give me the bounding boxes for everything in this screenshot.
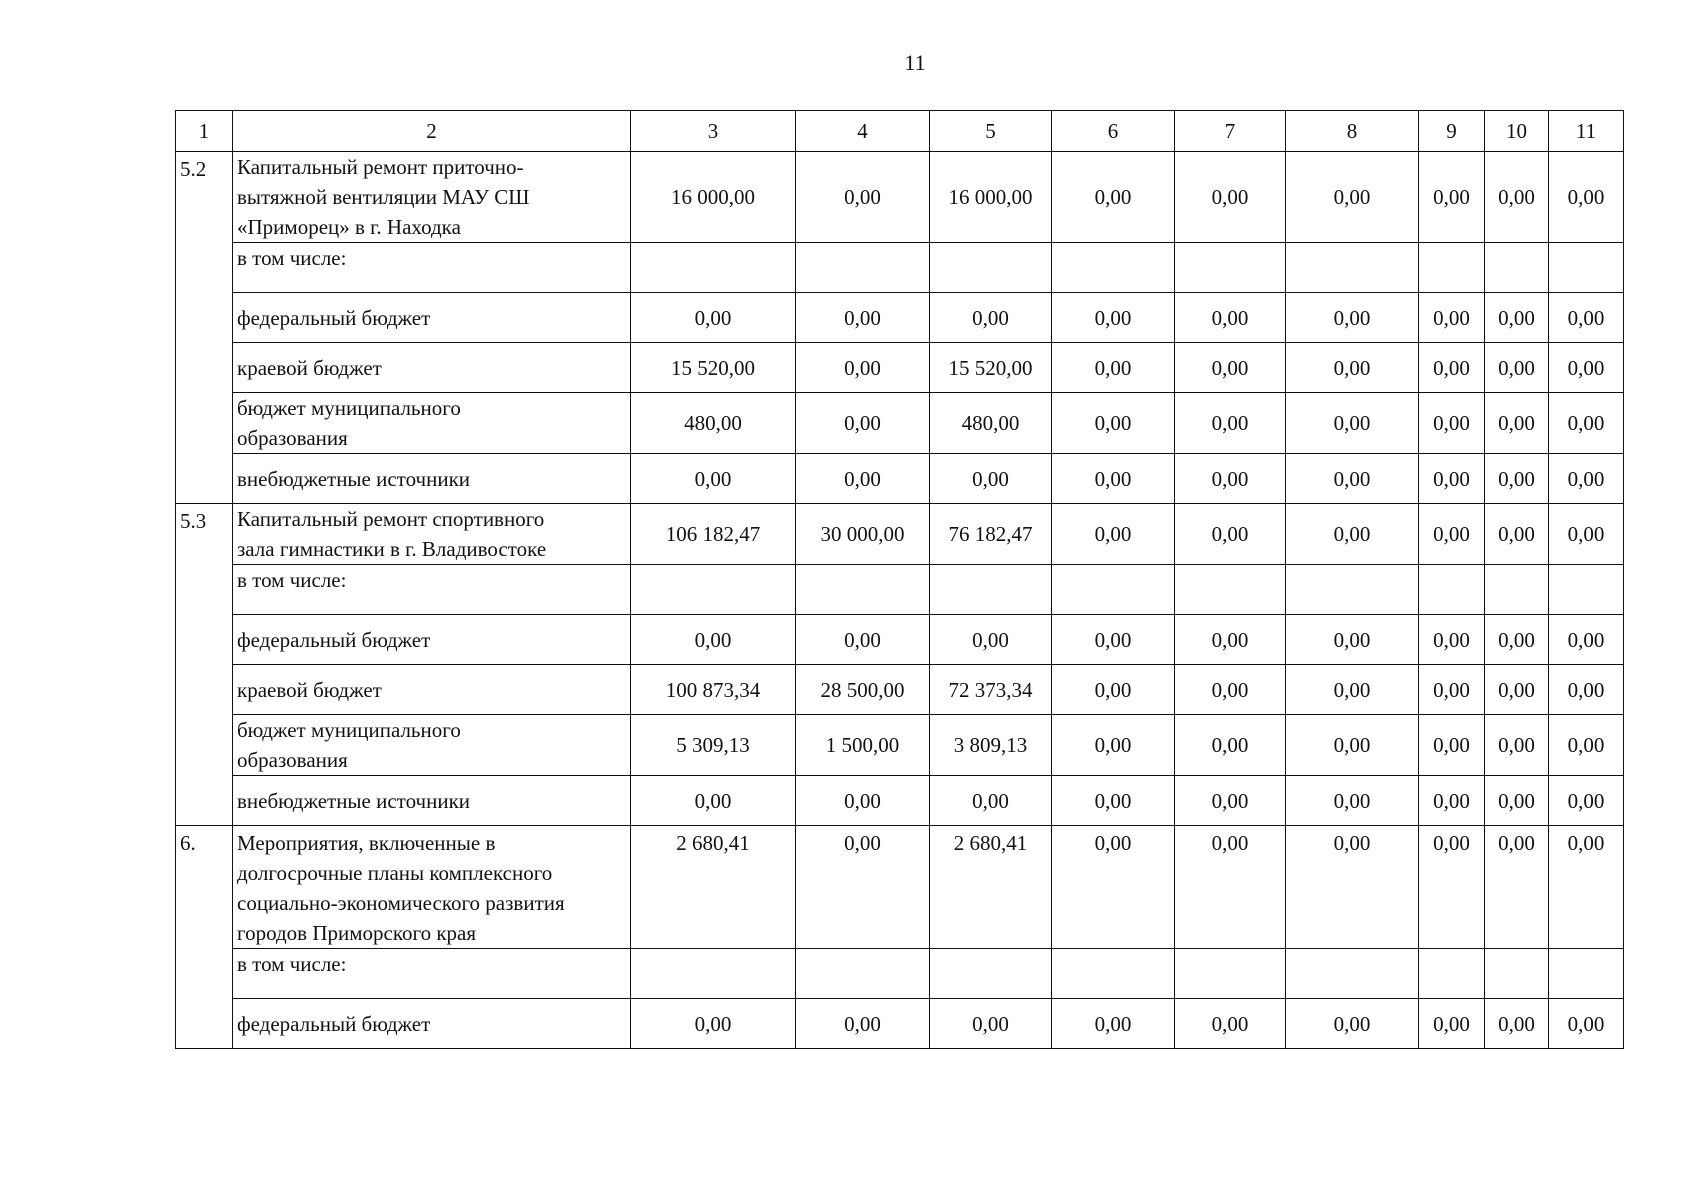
value-cell: 0,00 [1419, 999, 1485, 1049]
cell-line: долгосрочные планы комплексного [237, 861, 553, 885]
value-cell: 0,00 [1175, 826, 1286, 949]
value-cell: 0,00 [1419, 826, 1485, 949]
value-cell: 0,00 [1419, 665, 1485, 715]
value-cell: 0,00 [1485, 665, 1549, 715]
budget-row [176, 615, 1624, 665]
value-cell: 0,00 [1286, 504, 1419, 565]
value-cell: 3 809,13 [930, 715, 1052, 776]
value-cell: 2 680,41 [930, 826, 1052, 949]
value-cell: 0,00 [930, 615, 1052, 665]
cell-line: зала гимнастики в г. Владивостоке [237, 537, 547, 561]
budget-label [233, 343, 631, 393]
section-title-row [176, 152, 1624, 243]
value-cell: 0,00 [1419, 454, 1485, 504]
cell-line: образования [237, 426, 348, 450]
value-cell: 0,00 [1175, 504, 1286, 565]
value-cell: 0,00 [1485, 152, 1549, 243]
cell-line: вытяжной вентиляции МАУ СШ [237, 185, 530, 209]
empty-cell [1175, 949, 1286, 999]
budget-label [233, 293, 631, 343]
value-cell: 0,00 [1485, 999, 1549, 1049]
value-cell: 16 000,00 [930, 152, 1052, 243]
value-cell: 0,00 [1286, 999, 1419, 1049]
empty-cell [930, 565, 1052, 615]
cell-line: Мероприятия, включенные в [237, 831, 496, 855]
section-title [233, 504, 631, 565]
value-cell: 0,00 [1549, 776, 1624, 826]
empty-cell [1052, 949, 1175, 999]
value-cell: 0,00 [1419, 776, 1485, 826]
section-title-row [176, 826, 1624, 949]
budget-row [176, 293, 1624, 343]
empty-cell [1549, 243, 1624, 293]
value-cell: 0,00 [930, 293, 1052, 343]
value-cell: 0,00 [1286, 776, 1419, 826]
value-cell: 106 182,47 [631, 504, 796, 565]
empty-cell [796, 243, 930, 293]
value-cell: 0,00 [1419, 615, 1485, 665]
value-cell: 0,00 [796, 293, 930, 343]
cell-line: Капитальный ремонт спортивного [237, 507, 545, 531]
value-cell: 0,00 [1175, 152, 1286, 243]
value-cell: 0,00 [1419, 152, 1485, 243]
value-cell: 28 500,00 [796, 665, 930, 715]
value-cell: 0,00 [1175, 343, 1286, 393]
value-cell: 0,00 [1549, 715, 1624, 776]
cell-line: внебюджетные источники [237, 788, 471, 813]
empty-cell [1549, 565, 1624, 615]
budget-label [233, 665, 631, 715]
empty-cell [930, 243, 1052, 293]
value-cell: 0,00 [631, 293, 796, 343]
budget-label [233, 615, 631, 665]
value-cell: 0,00 [796, 999, 930, 1049]
value-cell: 15 520,00 [631, 343, 796, 393]
cell-line: федеральный бюджет [237, 305, 431, 330]
value-cell: 15 520,00 [930, 343, 1052, 393]
value-cell: 30 000,00 [796, 504, 930, 565]
value-cell: 0,00 [1052, 393, 1175, 454]
header-cell: 3 [631, 111, 796, 152]
empty-cell [1052, 243, 1175, 293]
empty-cell [1419, 243, 1485, 293]
value-cell: 0,00 [1286, 393, 1419, 454]
budget-row [176, 454, 1624, 504]
value-cell: 72 373,34 [930, 665, 1052, 715]
cell-line: бюджет муниципального [237, 718, 461, 742]
cell-line: городов Приморского края [237, 921, 477, 945]
value-cell: 0,00 [1549, 343, 1624, 393]
value-cell: 0,00 [1175, 999, 1286, 1049]
header-cell: 10 [1485, 111, 1549, 152]
value-cell: 0,00 [1052, 454, 1175, 504]
value-cell: 0,00 [1549, 293, 1624, 343]
value-cell: 0,00 [1052, 615, 1175, 665]
cell-line: федеральный бюджет [237, 1011, 431, 1036]
section-index: 5.2 [176, 152, 233, 504]
value-cell: 0,00 [1286, 343, 1419, 393]
empty-cell [1052, 565, 1175, 615]
header-cell: 7 [1175, 111, 1286, 152]
value-cell: 0,00 [930, 776, 1052, 826]
value-cell: 0,00 [796, 776, 930, 826]
value-cell: 1 500,00 [796, 715, 930, 776]
cell-line: внебюджетные источники [237, 466, 471, 491]
section-title [233, 826, 631, 949]
value-cell: 0,00 [1052, 152, 1175, 243]
cell-line: краевой бюджет [237, 677, 382, 702]
budget-label [233, 776, 631, 826]
value-cell: 0,00 [796, 152, 930, 243]
value-cell: 2 680,41 [631, 826, 796, 949]
empty-cell [1175, 243, 1286, 293]
value-cell: 0,00 [1485, 776, 1549, 826]
value-cell: 0,00 [796, 343, 930, 393]
value-cell: 0,00 [1419, 715, 1485, 776]
value-cell: 0,00 [1175, 615, 1286, 665]
value-cell: 0,00 [1286, 615, 1419, 665]
value-cell: 0,00 [796, 454, 930, 504]
value-cell: 0,00 [1549, 615, 1624, 665]
empty-cell [1419, 565, 1485, 615]
section-index: 6. [176, 826, 233, 1049]
value-cell: 0,00 [1052, 715, 1175, 776]
including-label: в том числе: [233, 243, 631, 293]
value-cell: 0,00 [930, 999, 1052, 1049]
value-cell: 0,00 [1485, 826, 1549, 949]
value-cell: 5 309,13 [631, 715, 796, 776]
cell-line: социально-экономического развития [237, 891, 565, 915]
cell-line: краевой бюджет [237, 355, 382, 380]
empty-cell [930, 949, 1052, 999]
empty-cell [1485, 243, 1549, 293]
empty-cell [796, 949, 930, 999]
value-cell: 0,00 [1286, 715, 1419, 776]
cell-line: бюджет муниципального [237, 396, 461, 420]
value-cell: 0,00 [1052, 293, 1175, 343]
header-cell: 8 [1286, 111, 1419, 152]
value-cell: 16 000,00 [631, 152, 796, 243]
header-cell: 6 [1052, 111, 1175, 152]
header-cell: 4 [796, 111, 930, 152]
value-cell: 0,00 [796, 826, 930, 949]
value-cell: 0,00 [1549, 152, 1624, 243]
header-row [176, 111, 1624, 152]
cell-line: образования [237, 748, 348, 772]
value-cell: 0,00 [631, 999, 796, 1049]
empty-cell [1286, 243, 1419, 293]
empty-cell [1286, 565, 1419, 615]
including-row [176, 949, 1624, 999]
budget-row [176, 665, 1624, 715]
cell-line: Капитальный ремонт приточно- [237, 155, 524, 179]
value-cell: 0,00 [1175, 393, 1286, 454]
budget-table [175, 110, 1624, 1049]
cell-line: федеральный бюджет [237, 627, 431, 652]
including-label: в том числе: [233, 949, 631, 999]
empty-cell [631, 243, 796, 293]
value-cell: 0,00 [1549, 504, 1624, 565]
budget-row [176, 999, 1624, 1049]
value-cell: 0,00 [1175, 665, 1286, 715]
header-cell: 1 [176, 111, 233, 152]
section-title [233, 152, 631, 243]
value-cell: 0,00 [1549, 999, 1624, 1049]
section-index: 5.3 [176, 504, 233, 826]
value-cell: 0,00 [796, 393, 930, 454]
value-cell: 76 182,47 [930, 504, 1052, 565]
value-cell: 0,00 [1549, 454, 1624, 504]
value-cell: 0,00 [930, 454, 1052, 504]
header-cell: 9 [1419, 111, 1485, 152]
value-cell: 0,00 [631, 615, 796, 665]
including-row [176, 565, 1624, 615]
value-cell: 0,00 [631, 454, 796, 504]
budget-row [176, 343, 1624, 393]
empty-cell [1419, 949, 1485, 999]
value-cell: 0,00 [1419, 343, 1485, 393]
empty-cell [631, 949, 796, 999]
budget-row [176, 715, 1624, 776]
value-cell: 0,00 [1549, 665, 1624, 715]
page-number: 11 [904, 50, 926, 75]
value-cell: 0,00 [1485, 293, 1549, 343]
empty-cell [1286, 949, 1419, 999]
value-cell: 0,00 [1175, 454, 1286, 504]
value-cell: 0,00 [631, 776, 796, 826]
empty-cell [796, 565, 930, 615]
value-cell: 0,00 [1286, 293, 1419, 343]
empty-cell [1549, 949, 1624, 999]
empty-cell [1485, 949, 1549, 999]
value-cell: 0,00 [1419, 293, 1485, 343]
cell-line: «Приморец» в г. Находка [237, 215, 461, 239]
value-cell: 0,00 [1286, 665, 1419, 715]
value-cell: 0,00 [1052, 776, 1175, 826]
value-cell: 480,00 [930, 393, 1052, 454]
value-cell: 100 873,34 [631, 665, 796, 715]
value-cell: 0,00 [1052, 504, 1175, 565]
budget-label [233, 393, 631, 454]
value-cell: 0,00 [1485, 393, 1549, 454]
value-cell: 0,00 [1485, 343, 1549, 393]
value-cell: 0,00 [1286, 152, 1419, 243]
value-cell: 0,00 [1549, 393, 1624, 454]
header-cell: 5 [930, 111, 1052, 152]
value-cell: 0,00 [1286, 826, 1419, 949]
including-label: в том числе: [233, 565, 631, 615]
budget-label [233, 999, 631, 1049]
budget-label [233, 454, 631, 504]
header-cell: 11 [1549, 111, 1624, 152]
value-cell: 0,00 [1485, 504, 1549, 565]
budget-label [233, 715, 631, 776]
empty-cell [631, 565, 796, 615]
value-cell: 0,00 [1175, 293, 1286, 343]
value-cell: 480,00 [631, 393, 796, 454]
value-cell: 0,00 [1286, 454, 1419, 504]
value-cell: 0,00 [1052, 999, 1175, 1049]
value-cell: 0,00 [1485, 615, 1549, 665]
value-cell: 0,00 [1485, 454, 1549, 504]
budget-row [176, 393, 1624, 454]
budget-row [176, 776, 1624, 826]
value-cell: 0,00 [1419, 504, 1485, 565]
value-cell: 0,00 [1485, 715, 1549, 776]
empty-cell [1175, 565, 1286, 615]
value-cell: 0,00 [1052, 343, 1175, 393]
header-cell: 2 [233, 111, 631, 152]
value-cell: 0,00 [1052, 826, 1175, 949]
value-cell: 0,00 [1175, 776, 1286, 826]
value-cell: 0,00 [1419, 393, 1485, 454]
value-cell: 0,00 [1549, 826, 1624, 949]
including-row [176, 243, 1624, 293]
value-cell: 0,00 [1175, 715, 1286, 776]
value-cell: 0,00 [1052, 665, 1175, 715]
section-title-row [176, 504, 1624, 565]
empty-cell [1485, 565, 1549, 615]
value-cell: 0,00 [796, 615, 930, 665]
